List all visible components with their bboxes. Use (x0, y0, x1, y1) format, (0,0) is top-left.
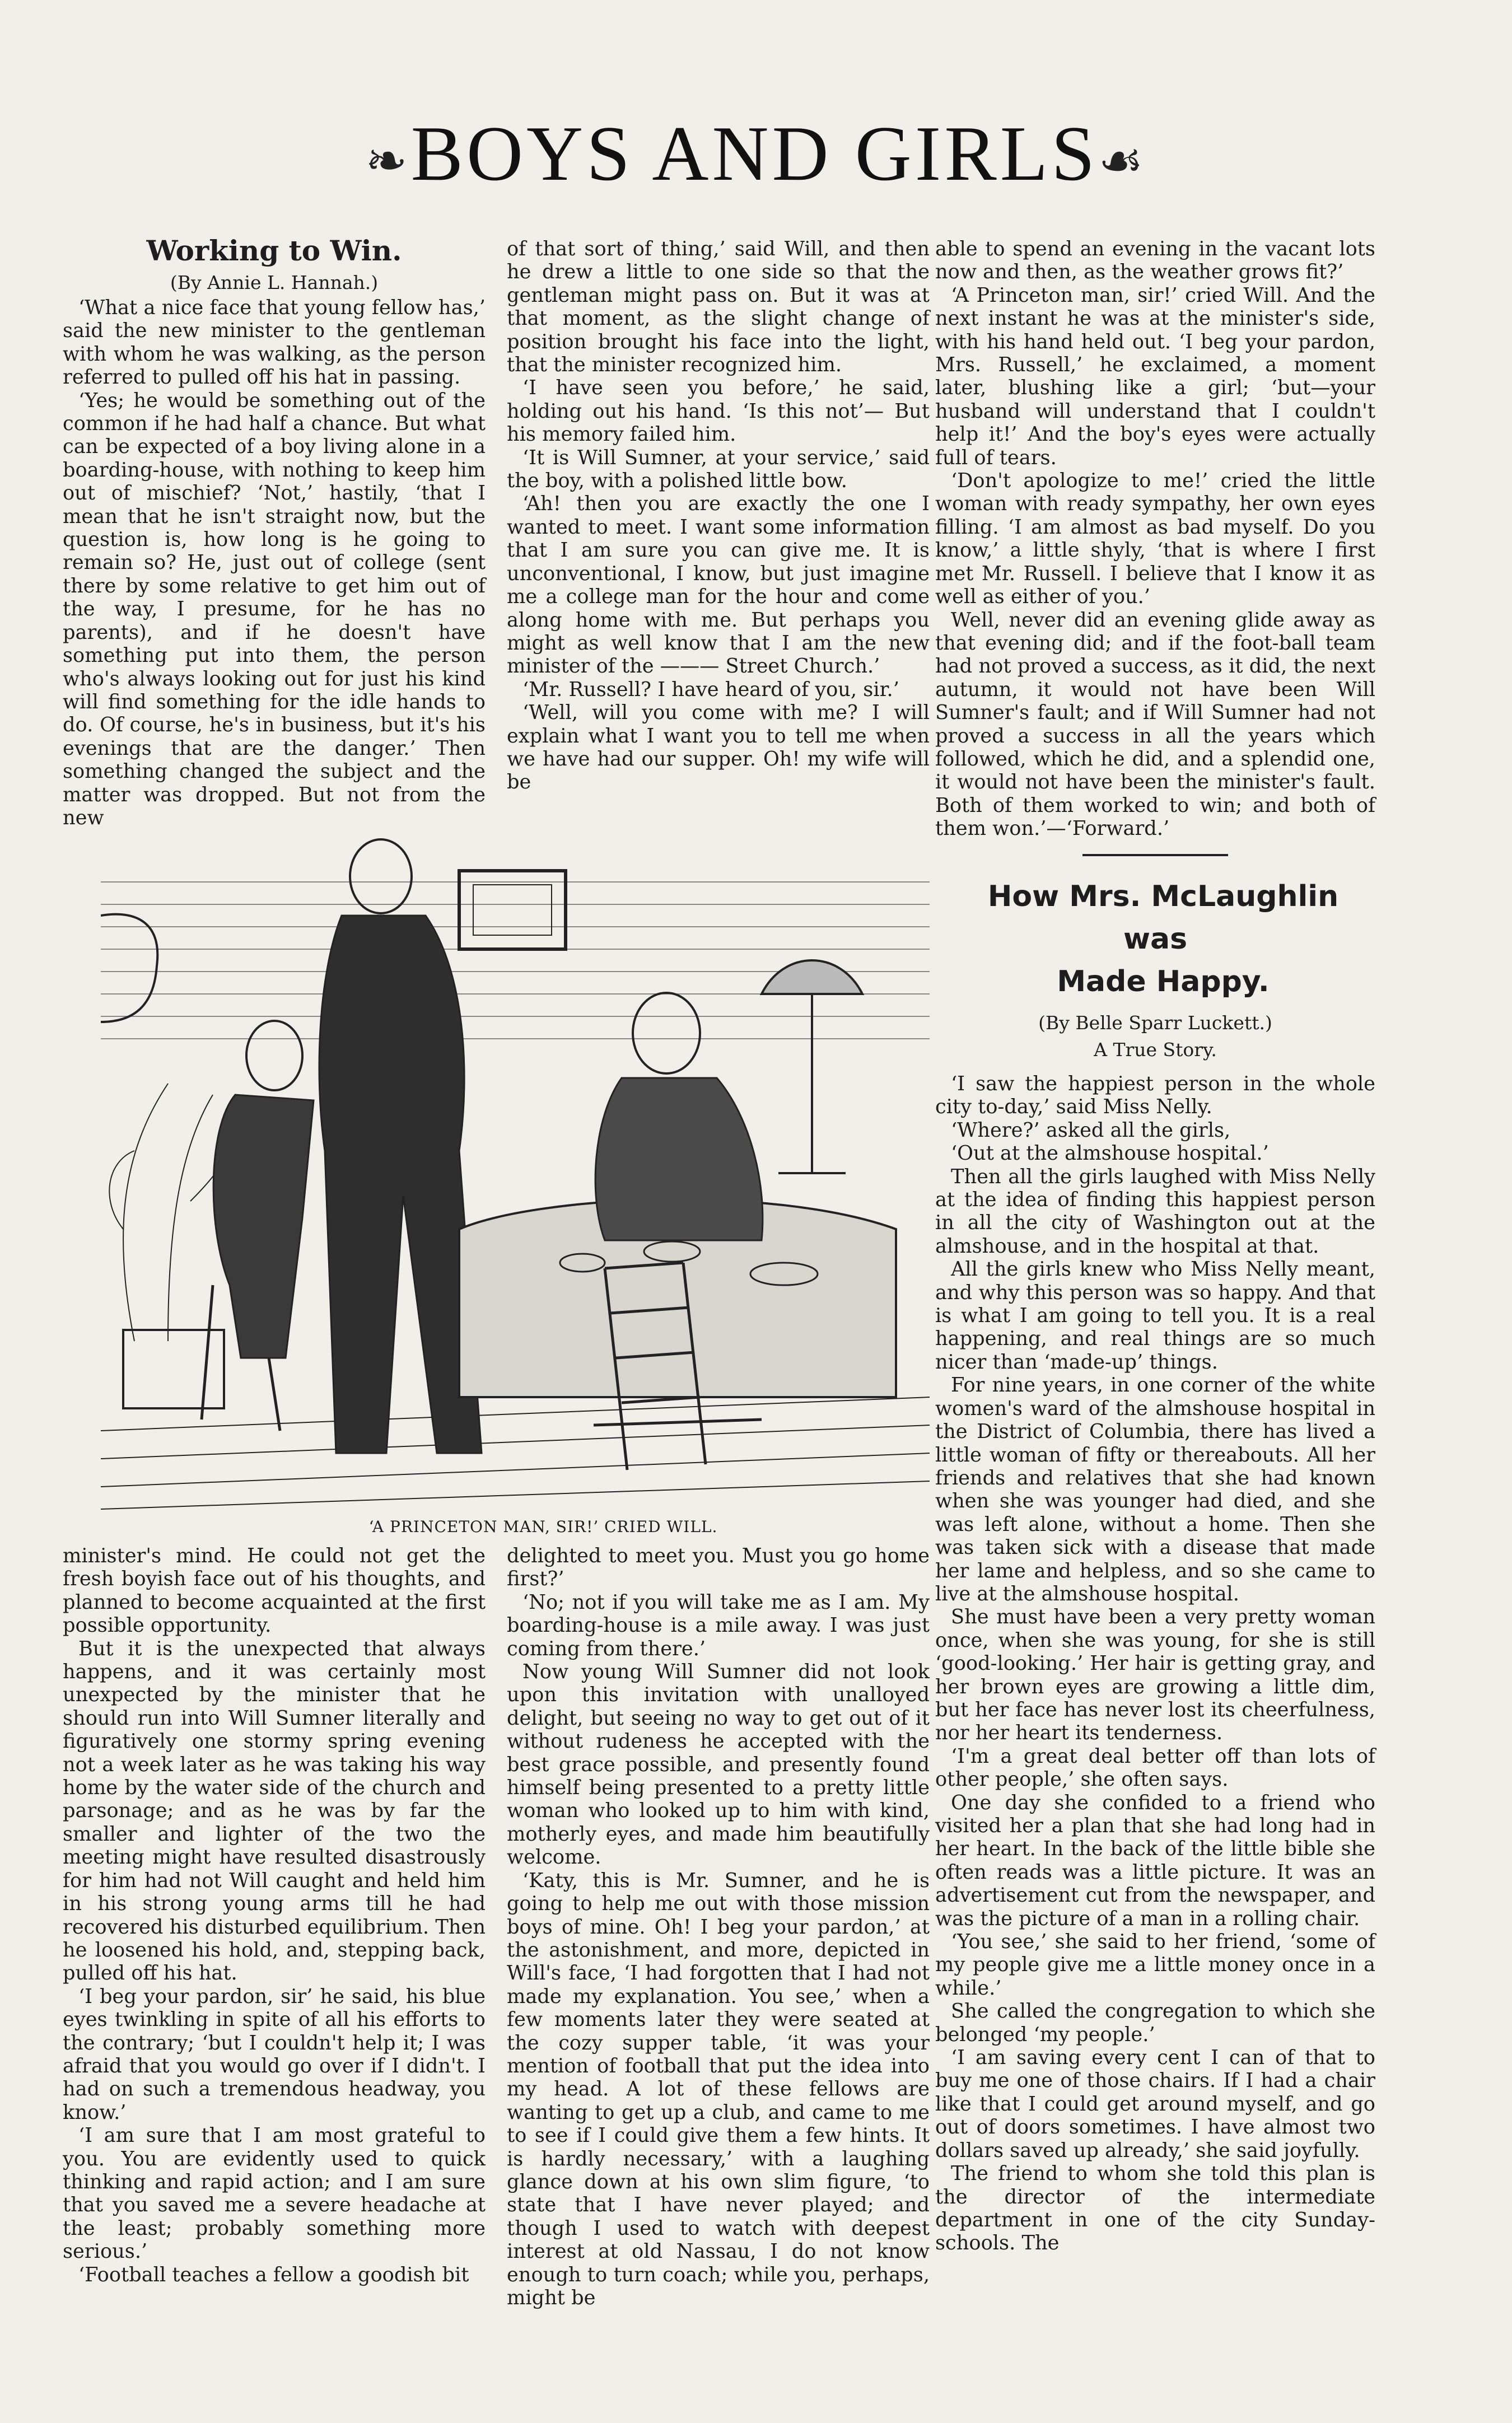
paragraph: ‘No; not if you will take me as I am. My boarding-house is a mile away. I was just coming from there.’ (507, 1590, 930, 1660)
paragraph: ‘Don't apologize to me!’ cried the little woman with ready sympathy, her own eyes filling. ‘I am almost as bad myself. Do you know,’ a little shyly, ‘that is where I first met Mr. Russell. I believe that I know it as well as either of you.’ (935, 469, 1375, 609)
paragraph: ‘I am sure that I am most grateful to you. You are evidently used to quick thinking and rapid action; and I am sure that you saved me a severe headache at the least; probably something more serious.’ (63, 2124, 486, 2263)
paragraph: ‘I saw the happiest person in the whole city to-day,’ said Miss Nelly. (935, 1072, 1375, 1119)
story2-body (935, 1072, 1375, 2255)
illustration-caption: ‘A PRINCETON MAN, SIR!’ CRIED WILL. (368, 1518, 718, 1536)
wall-picture-frame (459, 871, 566, 949)
paragraph: One day she confided to a friend who visited her a plan that she had long had in her heart. In the back of the little bible she often reads was a little picture. It was an advertisement cut from the newspaper, and was the picture of a man in a rolling chair. (935, 1791, 1375, 1930)
standing-man-figure (319, 839, 482, 1453)
pitcher-icon (101, 914, 157, 1022)
paragraph: ‘I am saving every cent I can of that to buy me one of those chairs. If I had a chair like that I could get around myself, and go out of doors sometimes. I have almost two dollars saved up already,’ she said joyfully. (935, 2046, 1375, 2162)
story1-column1-top (63, 232, 486, 829)
paragraph: ‘It is Will Sumner, at your service,’ said the boy, with a polished little bow. (507, 446, 930, 493)
paragraph: ‘Katy, this is Mr. Sumner, and he is going to help me out with those mission boys of mine. Oh! I beg your pardon,’ at the astonishment, and more, depicted in Will's face, ‘I had forgotten that I had not made my explanation. You see,’ when a few moments later they were seated at the cozy supper table, ‘it was your mention of football that put the idea into my head. A lot of these fellows are wanting to get up a club, and came to me to see if I could give them a few hints. It is hardly necessary,’ with a laughing glance down at his own slim figure, ‘to state that I have never played; and though I used to watch with deepest interest at old Nassau, I do not know enough to turn coach; while you, perhaps, might be (507, 1869, 930, 2309)
section-divider (1082, 854, 1228, 856)
paragraph: of that sort of thing,’ said Will, and then he drew a little to one side so that the gentleman might pass on. But it was at that moment, as the slight change of position brought his face into the light, that the minister recognized him. (507, 237, 930, 377)
story1-column2-bottom (507, 1544, 930, 2309)
paragraph: ‘What a nice face that young fellow has,’ said the new minister to the gentleman with whom he was walking, as the person referred to pulled off his hat in passing. (63, 296, 486, 389)
paragraph: Now young Will Sumner did not look upon this invitation with unalloyed delight, but seeing no way to get out of it without rudeness he accepted with the best grace possible, and presently found himself being presented to a pretty little woman who looked up to him with kind, motherly eyes, and made him beautifully welcome. (507, 1660, 930, 1869)
paragraph: She must have been a very pretty woman once, when she was young, for she is still ‘good-looking.’ Her hair is getting gray, and her brown eyes are growing a little dim, but her face has never lost its cheerfulness, nor her heart its tenderness. (935, 1605, 1375, 1745)
story2-title-line2: Made Happy. (1057, 964, 1270, 998)
story1-column2-top (507, 237, 930, 794)
paragraph: ‘Mr. Russell? I have heard of you, sir.’ (522, 678, 899, 701)
story2-subtitle: A True Story. (1094, 1038, 1217, 1061)
paragraph: ‘A Princeton man, sir!’ cried Will. And the next instant he was at the minister's side, with his hand held out. ‘I beg your pardon, Mrs. Russell,’ he exclaimed, a moment later, blushing like a girl; ‘but—your husband will understand that I couldn't help it!’ And the boy's eyes were actually full of tears. (935, 283, 1375, 469)
right-ornament-icon: ☙ (1098, 133, 1147, 189)
story1-byline: (By Annie L. Hannah.) (170, 272, 379, 293)
left-ornament-icon: ❧ (365, 133, 411, 189)
floor-hatching (101, 1397, 930, 1509)
paragraph: ‘Ah! then you are exactly the one I wanted to meet. I want some information that I am sure you can give me. It is unconventional, I know, but just imagine me a college man for the hour and come along home with me. But perhaps you might as well know that I am the new minister of the ——— Street Church.’ (507, 492, 930, 678)
paragraph: ‘You see,’ she said to her friend, ‘some of my people give me a little money once in a while.’ (935, 1930, 1375, 2000)
plant-icon (109, 1084, 231, 1408)
seated-woman-figure (595, 993, 763, 1240)
story1-column1-bottom (63, 1544, 486, 2286)
paragraph: able to spend an evening in the vacant lots now and then, as the weather grows fit?’ (935, 237, 1375, 284)
engraving-illustration (101, 837, 930, 1518)
paragraph: Then all the girls laughed with Miss Nelly at the idea of finding this happiest person in all the city of Washington out at the almshouse, and in the hospital at that. (935, 1165, 1375, 1258)
paragraph: For nine years, in one corner of the white women's ward of the almshouse hospital in the District of Columbia, there has lived a little woman of fifty or thereabouts. All her friends and relatives that she had known when she was younger had died, and she was left alone, without a home. Then she was taken sick with a disease that made her lame and helpless, and so she came to live at the almshouse hospital. (935, 1374, 1375, 1605)
story2-title-line1: How Mrs. McLaughlin was (987, 879, 1339, 956)
paragraph: She called the congregation to which she belonged ‘my people.’ (935, 2000, 1375, 2046)
paragraph: Well, never did an evening glide away as that evening did; and if the foot-ball team had not proved a success, as it did, the next autumn, it would not have been Will Sumner's fault; and if Will Sumner had not proved a success in all the years which followed, which he did, and a splendid one, it would not have been the minister's fault. Both of them worked to win; and both of them won.’—‘Forward.’ (935, 608, 1375, 841)
story2-byline: (By Belle Sparr Luckett.) (1038, 1011, 1272, 1034)
seated-man-figure (202, 1021, 314, 1431)
lamp-icon (762, 960, 862, 1173)
paragraph: ‘Yes; he would be something out of the common if he had half a chance. But what can be expected of a boy living alone in a boarding-house, with nothing to keep him out of mischief? ‘Not,’ hastily, ‘that I mean that he isn't straight now, but the question is, how long is he going to remain so? He, just out of college (sent there by some relative to get him out of the way, I presume, for he has no parents), and if he doesn't have something put into them, the person who's always looking out for just his kind will find something for the idle hands to do. Of course, he's in business, but it's his evenings that are the danger.’ Then something changed the subject and the matter was dropped. But not from the new (63, 389, 486, 829)
masthead (224, 98, 1288, 210)
paragraph: ‘Well, will you come with me? I will explain what I want you to tell me when we have had our supper. Oh! my wife will be (507, 701, 930, 794)
paragraph: minister's mind. He could not get the fresh boyish face out of his thoughts, and planned to become acquainted at the first possible opportunity. (63, 1544, 486, 1637)
masthead-title: BOYS AND GIRLS (410, 110, 1099, 197)
story1-title: Working to Win. (146, 234, 402, 267)
story1-column3-top (935, 237, 1375, 1063)
paragraph: ‘I have seen you before,’ he said, holding out his hand. ‘Is this not’— But his memory failed him. (507, 376, 930, 446)
paragraph: ‘Where?’ asked all the girls, (951, 1118, 1231, 1142)
paragraph: ‘I'm a great deal better off than lots of other people,’ she often says. (935, 1744, 1375, 1791)
paragraph: But it is the unexpected that always happens, and it was certainly most unexpected by the minister that he should run into Will Sumner literally and figuratively one stormy spring evening not a week later as he was taking his way home by the water side of the church and parsonage; and as he was by far the smaller and lighter of the two the meeting might have resulted disastrously for him had not Will caught and held him in his strong young arms till he had recovered his disturbed equilibrium. Then he loosened his hold, and, stepping back, pulled off his hat. (63, 1637, 486, 1985)
paragraph: ‘Football teaches a fellow a goodish bit (78, 2263, 469, 2286)
paragraph: delighted to meet you. Must you go home first?’ (507, 1544, 930, 1591)
paragraph: ‘I beg your pardon, sir’ he said, his blue eyes twinkling in spite of all his efforts to the contrary; ‘but I couldn't help it; I was afraid that you would go over if I didn't. I had on such a tremendous headway, you know.’ (63, 1985, 486, 2124)
paragraph: The friend to whom she told this plan is the director of the intermediate department in one of the city Sunday-schools. The (935, 2162, 1375, 2255)
paragraph: ‘Out at the almshouse hospital.’ (951, 1142, 1269, 1165)
paragraph: All the girls knew who Miss Nelly meant, and why this person was so happy. And that is what I am going to tell you. It is a real happening, and real things are so much nicer than ‘made-up’ things. (935, 1258, 1375, 1374)
